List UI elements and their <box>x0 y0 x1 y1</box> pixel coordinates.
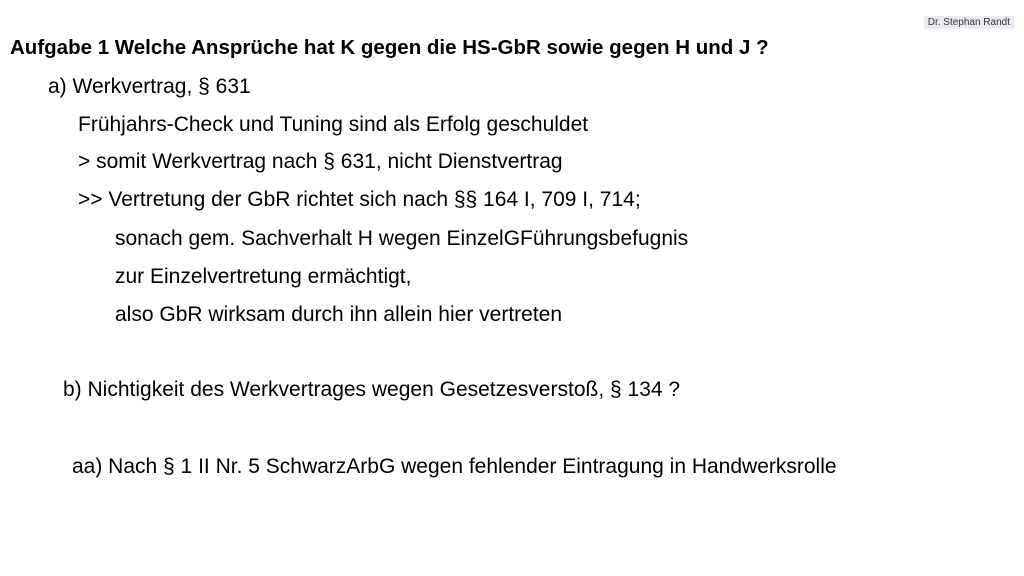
slide-title: Aufgabe 1 Welche Ansprüche hat K gegen die HS-GbR sowie gegen H und J ? <box>10 36 769 59</box>
line-somit-werkvertrag: > somit Werkvertrag nach § 631, nicht Dienstvertrag <box>78 150 563 173</box>
line-aa-schwarzarbg: aa) Nach § 1 II Nr. 5 SchwarzArbG wegen fehlender Eintragung in Handwerksrolle <box>72 455 837 478</box>
line-erfolg-geschuldet: Frühjahrs-Check und Tuning sind als Erfolg geschuldet <box>78 113 589 136</box>
line-a-werkvertrag: a) Werkvertrag, § 631 <box>48 75 251 98</box>
line-also-gbr: also GbR wirksam durch ihn allein hier vertreten <box>115 303 563 326</box>
line-sonach: sonach gem. Sachverhalt H wegen EinzelGFührungsbefugnis <box>115 227 689 250</box>
author-label: Dr. Stephan Randt <box>924 16 1014 29</box>
line-vertretung-gbr: >> Vertretung der GbR richtet sich nach §§ 164 I, 709 I, 714; <box>78 188 641 211</box>
line-b-nichtigkeit: b) Nichtigkeit des Werkvertrages wegen Gesetzesverstoß, § 134 ? <box>63 378 681 401</box>
line-einzelvertretung: zur Einzelvertretung ermächtigt, <box>115 265 412 288</box>
